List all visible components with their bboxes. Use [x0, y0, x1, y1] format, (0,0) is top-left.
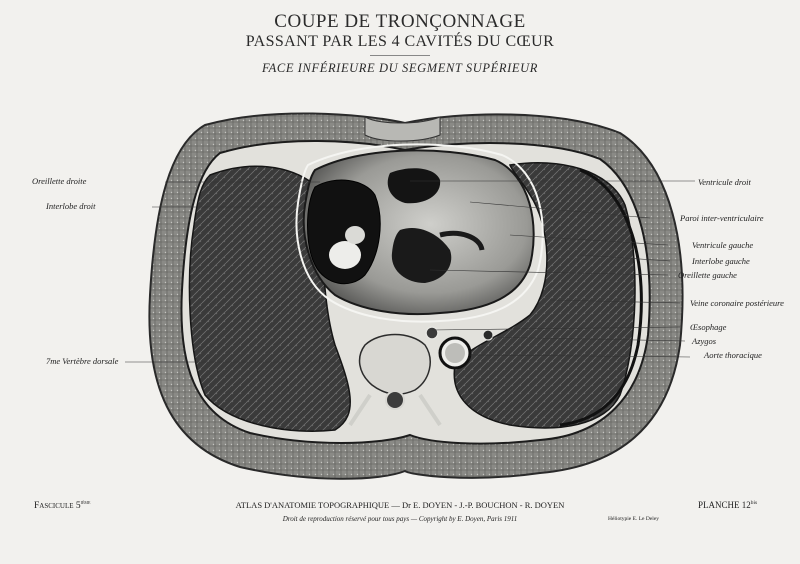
label-oreillette-gauche: Oreillette gauche [678, 270, 737, 280]
atlas-credit: ATLAS D'ANATOMIE TOPOGRAPHIQUE — Dr E. DOYEN - J.-P. BOUCHON - R. DOYEN [235, 500, 565, 510]
copyright-notice: Droit de reproduction réservé pour tous pays — Copyright by E. Doyen, Paris 1911 [282, 515, 518, 523]
label-azygos: Azygos [692, 336, 717, 346]
label-interlobe-gauche: Interlobe gauche [692, 256, 750, 266]
label-paroi-inter-ventriculaire: Paroi inter-ventriculaire [680, 213, 764, 223]
label-oesophage: Œsophage [690, 322, 727, 332]
planche-number: PLANCHE $12^{bis}$ [698, 500, 758, 510]
printer-credit: Héliotypie E. Le Deley [608, 516, 660, 522]
label-vertebre-dorsale: 7me Vertèbre dorsale [46, 356, 119, 366]
label-interlobe-droit: Interlobe droit [46, 201, 96, 211]
label-ventricule-droit: Ventricule droit [698, 177, 751, 187]
thorax-cross-section-illustration [110, 95, 700, 490]
label-ventricule-gauche: Ventricule gauche [692, 240, 754, 250]
azygos [483, 330, 493, 340]
plate-subtitle: PASSANT PAR LES 4 CAVITÉS DU CŒUR [245, 33, 555, 50]
label-aorte-thoracique: Aorte thoracique [704, 350, 762, 360]
plate-title: COUPE DE TRONÇONNAGE [274, 11, 526, 32]
label-oreillette-droite: Oreillette droite [32, 176, 87, 186]
fascicule-label: Fascicule 5ième [34, 500, 91, 512]
plate-caption: FACE INFÉRIEURE DU SEGMENT SUPÉRIEUR [262, 61, 538, 75]
title-rule [370, 55, 430, 56]
label-veine-coronaire: Veine coronaire postérieure [690, 298, 784, 308]
oesophagus [426, 327, 438, 339]
